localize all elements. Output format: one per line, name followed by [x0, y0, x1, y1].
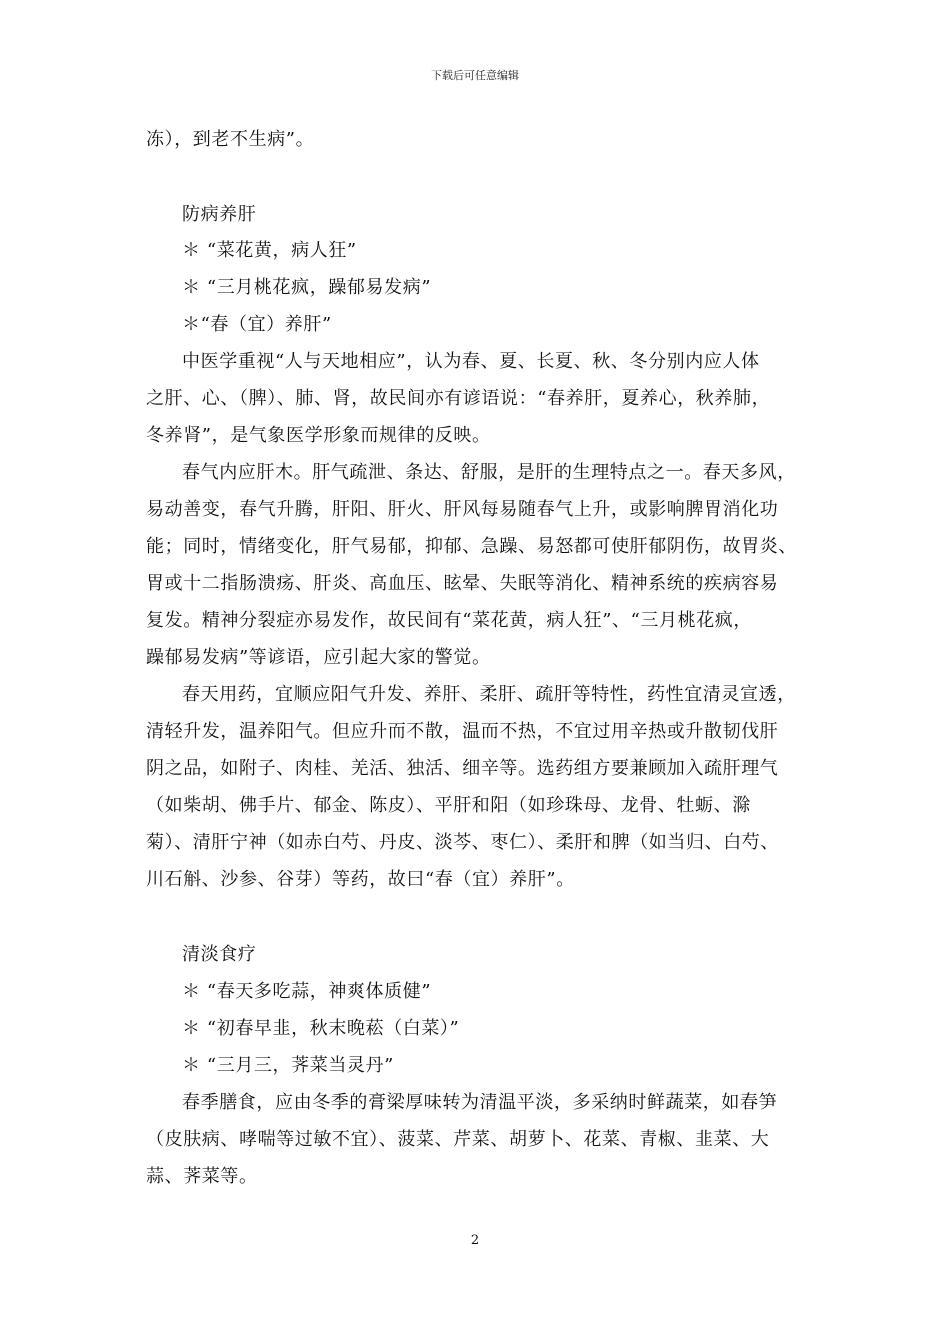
paragraph-line: 之肝、心、（脾）、肺、肾，故民间亦有谚语说：“春养肝，夏养心，秋养肺，	[146, 388, 771, 409]
paragraph-line: （皮肤病、哮喘等过敏不宜）、菠菜、芹菜、胡萝卜、花菜、青椒、韭菜、大	[146, 1129, 770, 1150]
paragraph-line: 春季膳食，应由冬季的膏梁厚味转为清温平淡，多采纳时鲜蔬菜，如春笋	[182, 1092, 778, 1113]
saying-5: ＊ “初春早韭，秋末晚菘（白菜）”	[182, 1018, 460, 1039]
section-title-diet: 清淡食疗	[182, 944, 257, 965]
saying-2: ＊ “三月桃花疯，躁郁易发病”	[182, 277, 432, 298]
paragraph-line: 躁郁易发病”等谚语，应引起大家的警觉。	[146, 647, 491, 668]
paragraph-line: 清轻升发，温养阳气。但应升而不散，温而不热，不宜过用辛热或升散韧伐肝	[146, 721, 779, 742]
saying-6: ＊ “三月三，荠菜当灵丹”	[182, 1055, 394, 1076]
saying-1: ＊ “菜花黄，病人狂”	[182, 240, 357, 261]
paragraph-line: （如柴胡、佛手片、郁金、陈皮）、平肝和阳（如珍珠母、龙骨、牡蛎、滁	[146, 795, 751, 816]
paragraph-line: 中医学重视“人与天地相应”，认为春、夏、长夏、秋、冬分别内应人体	[182, 351, 760, 372]
paragraph-line: 易动善变，春气升腾，肝阳、肝火、肝风每易随春气上升，或影响脾胃消化功	[146, 499, 779, 520]
intro-line: 冻），到老不生病”。	[146, 129, 315, 150]
paragraph-line: 川石斛、沙参、谷芽）等药，故曰“春（宜）养肝”。	[146, 869, 575, 890]
saying-3: ＊“春（宜）养肝”	[182, 314, 332, 335]
paragraph-line: 能；同时，情绪变化，肝气易郁，抑郁、急躁、易怒都可使肝郁阴伤，故胃炎、	[146, 536, 797, 557]
paragraph-line: 胃或十二指肠溃疡、肝炎、高血压、眩晕、失眠等消化、精神系统的疾病容易	[146, 573, 779, 594]
paragraph-line: 春气内应肝木。肝气疏泄、条达、舒服，是肝的生理特点之一。春天多风，	[182, 462, 796, 483]
paragraph-line: 菊）、清肝宁神（如赤白芍、丹皮、淡芩、枣仁）、柔肝和脾（如当归、白芍、	[146, 832, 779, 853]
page-header: 下载后可任意编辑	[431, 69, 519, 82]
saying-4: ＊ “春天多吃蒜，神爽体质健”	[182, 981, 432, 1002]
section-title-liver: 防病养肝	[182, 204, 257, 225]
paragraph-line: 春天用药，宜顺应阳气升发、养肝、柔肝、疏肝等特性，药性宜清灵宣透，	[182, 684, 796, 705]
paragraph-line: 复发。精神分裂症亦易发作，故民间有“菜花黄，病人狂”、“三月桃花疯，	[146, 610, 753, 631]
paragraph-line: 冬养肾”，是气象医学形象而规律的反映。	[146, 425, 491, 446]
paragraph-line: 蒜、荠菜等。	[146, 1166, 258, 1187]
page-number: 2	[470, 1233, 480, 1248]
paragraph-line: 阴之品，如附子、肉桂、羌活、独活、细辛等。选药组方要兼顾加入疏肝理气	[146, 758, 779, 779]
